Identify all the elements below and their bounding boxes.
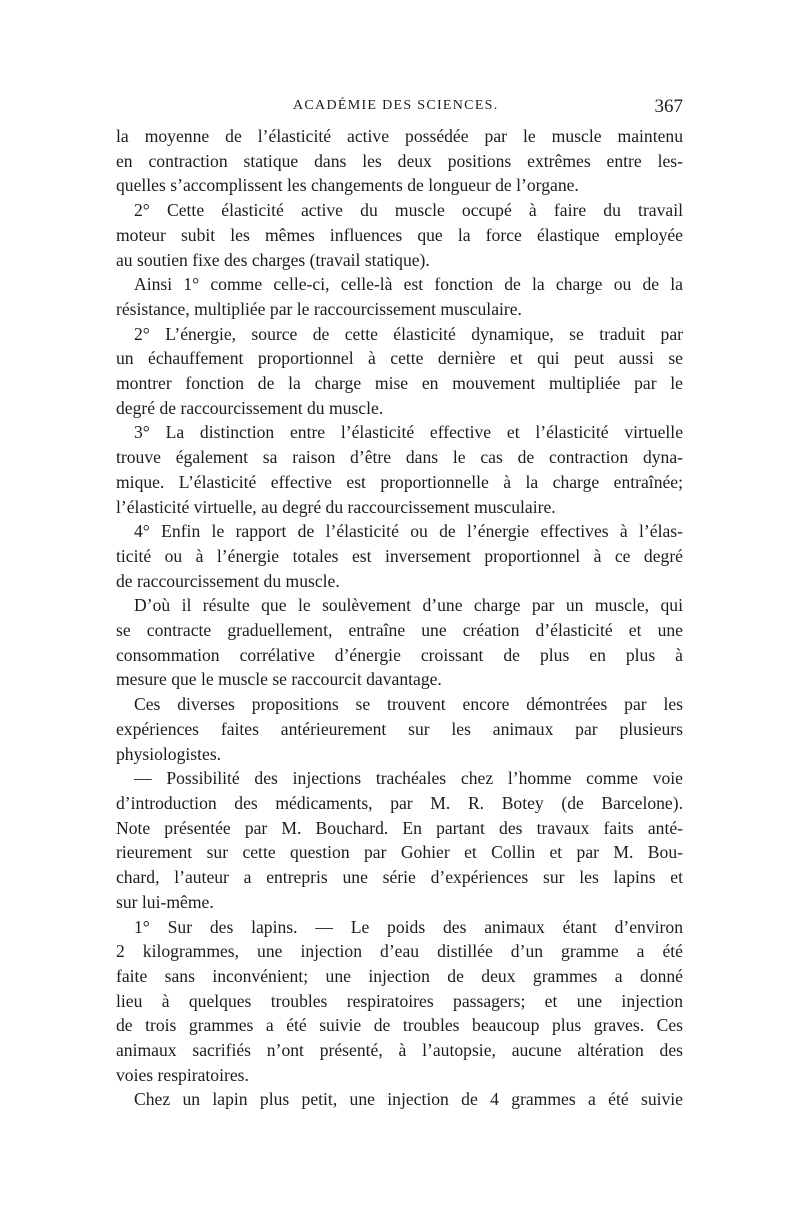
text-line: rieurement sur cette question par Gohier et Collin et par M. Bou- (116, 842, 683, 863)
text-line: chard, l’auteur a entrepris une série d’expériences sur les lapins et (116, 867, 683, 888)
text-line: d’introduction des médicaments, par M. R. Botey (de Barcelone). (116, 792, 683, 813)
text-line: 4° Enfin le rapport de l’élasticité ou de l’énergie effectives à l’élas- (134, 521, 683, 542)
page-header (116, 96, 683, 124)
text-line: consommation corrélative d’énergie croissant de plus en plus à (116, 644, 683, 665)
page-number: 367 (654, 96, 683, 117)
text-line: montrer fonction de la charge mise en mouvement multipliée par le (116, 373, 683, 394)
running-title: ACADÉMIE DES SCIENCES. (293, 98, 499, 113)
text-line: lieu à quelques troubles respiratoires passagers; et une injection (116, 990, 683, 1011)
text-line: quelles s’accomplissent les changements de longueur de l’organe. (116, 175, 579, 196)
text-line: en contraction statique dans les deux positions extrêmes entre les- (116, 150, 683, 171)
text-line: — Possibilité des injections trachéales chez l’homme comme voie (134, 768, 683, 789)
text-line: Ainsi 1° comme celle-ci, celle-là est fonction de la charge ou de la (134, 274, 683, 295)
text-line: 2° Cette élasticité active du muscle occupé à faire du travail (134, 200, 683, 221)
text-line: Chez un lapin plus petit, une injection de 4 grammes a été suivie (134, 1089, 683, 1110)
text-line: la moyenne de l’élasticité active possédée par le muscle maintenu (116, 126, 683, 146)
text-line: l’élasticité virtuelle, au degré du raccourcissement musculaire. (116, 496, 556, 517)
text-line: degré de raccourcissement du muscle. (116, 397, 384, 418)
text-line: sur lui-même. (116, 891, 214, 912)
text-line: faite sans inconvénient; une injection de deux grammes a donné (116, 965, 683, 986)
text-line: trouve également sa raison d’être dans le cas de contraction dyna- (116, 447, 683, 468)
book-page (116, 96, 683, 1112)
text-line: physiologistes. (116, 743, 222, 764)
text-line: 3° La distinction entre l’élasticité effective et l’élasticité virtuelle (134, 422, 683, 443)
text-line: Ces diverses propositions se trouvent encore démontrées par les (134, 694, 683, 715)
text-line: un échauffement proportionnel à cette dernière et qui peut aussi se (116, 348, 683, 369)
text-line: 2 kilogrammes, une injection d’eau distillée d’un gramme a été (116, 941, 683, 962)
text-line: mesure que le muscle se raccourcit davantage. (116, 669, 442, 690)
text-line: 1° Sur des lapins. — Le poids des animaux étant d’environ (134, 916, 683, 937)
text-line: résistance, multipliée par le raccourcissement musculaire. (116, 298, 522, 319)
body-text (116, 124, 683, 1112)
text-line: animaux sacrifiés n’ont présenté, à l’autopsie, aucune altération des (116, 1040, 683, 1061)
text-line: Note présentée par M. Bouchard. En partant des travaux faits anté- (116, 817, 683, 838)
text-line: mique. L’élasticité effective est proportionnelle à la charge entraînée; (116, 471, 683, 492)
text-line: ticité ou à l’énergie totales est inversement proportionnel à ce degré (116, 545, 683, 566)
text-line: voies respiratoires. (116, 1064, 249, 1085)
text-line: 2° L’énergie, source de cette élasticité dynamique, se traduit par (134, 323, 683, 344)
text-line: de trois grammes a été suivie de troubles beaucoup plus graves. Ces (116, 1015, 683, 1036)
text-line: se contracte graduellement, entraîne une création d’élasticité et une (116, 620, 683, 641)
text-line: D’où il résulte que le soulèvement d’une charge par un muscle, qui (134, 595, 683, 616)
text-line: moteur subit les mêmes influences que la force élastique employée (116, 224, 683, 245)
text-line: expériences faites antérieurement sur les animaux par plusieurs (116, 718, 683, 739)
text-line: au soutien fixe des charges (travail statique). (116, 249, 430, 270)
text-line: de raccourcissement du muscle. (116, 570, 340, 591)
